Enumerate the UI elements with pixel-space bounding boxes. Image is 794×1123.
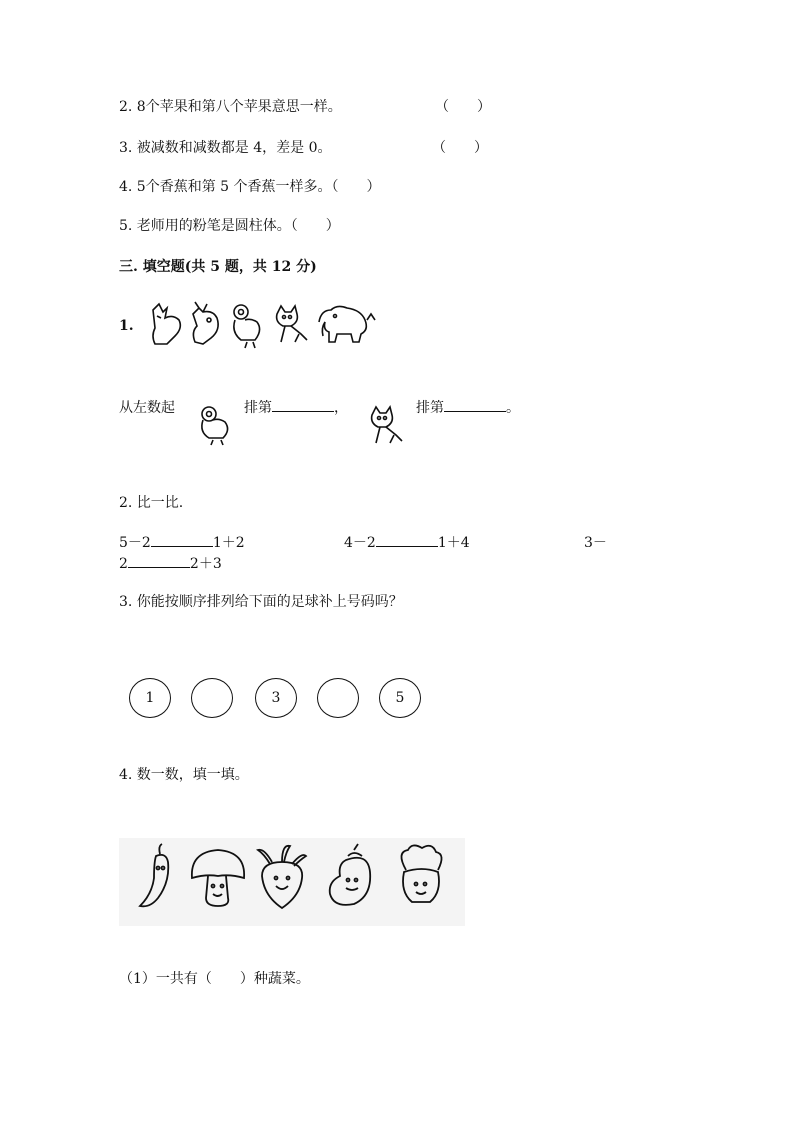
compare-left: 3－: [584, 535, 607, 551]
rabbit-icon: [193, 302, 218, 344]
radish-icon: [258, 846, 306, 908]
judgment-text: 2. 8个苹果和第八个苹果意思一样。: [119, 99, 342, 115]
answer-paren[interactable]: （ ）: [435, 99, 491, 115]
cat-icon: [366, 403, 410, 447]
soccer-ball-blank[interactable]: [317, 678, 359, 718]
q1-rank1-label: 排第: [244, 400, 272, 416]
compare-item: [119, 553, 222, 573]
mushroom-icon: [192, 850, 244, 906]
compare-item: [119, 532, 245, 552]
pepper-icon: [140, 844, 168, 906]
answer-blank[interactable]: [151, 532, 213, 547]
soccer-ball: 1: [129, 678, 171, 718]
judgment-item-5: [119, 215, 340, 235]
soccer-ball: 3: [255, 678, 297, 718]
compare-left: 5－2: [119, 535, 151, 551]
compare-right: 1＋4: [437, 535, 470, 551]
duck-icon: [195, 402, 239, 446]
eggplant-icon: [330, 844, 370, 905]
judgment-item-3: [119, 137, 332, 157]
answer-blank[interactable]: [376, 532, 438, 547]
cat-icon: [277, 306, 307, 342]
elephant-icon: [319, 306, 375, 342]
question-number: 1.: [119, 318, 134, 334]
q1-prefix: 从左数起: [119, 400, 175, 416]
compare-item: [344, 532, 470, 552]
judgment-item-4: [119, 176, 381, 196]
judgment-item-2: [119, 96, 342, 116]
compare-left: 2: [119, 556, 128, 572]
compare-left: 4－2: [344, 535, 376, 551]
compare-right: 1＋2: [212, 535, 245, 551]
judgment-text: 5. 老师用的粉笔是圆柱体。（ ）: [119, 218, 340, 234]
squirrel-icon: [153, 304, 180, 344]
soccer-ball: 5: [379, 678, 421, 718]
answer-blank[interactable]: [128, 553, 190, 568]
vegetable-row-image: [130, 842, 460, 922]
q3-title: 3. 你能按顺序排列给下面的足球补上号码吗？: [119, 594, 403, 610]
duck-icon: [234, 305, 260, 348]
section-title: 三. 填空题(共 5 题，共 12 分): [119, 259, 317, 275]
q2-title: 2. 比一比.: [119, 495, 184, 511]
answer-blank[interactable]: [444, 397, 506, 412]
judgment-text: 4. 5个香蕉和第 5 个香蕉一样多。（ ）: [119, 179, 381, 195]
q1-separator: ，: [334, 400, 348, 416]
animal-row-image: [145, 300, 395, 352]
soccer-ball-blank[interactable]: [191, 678, 233, 718]
judgment-text: 3. 被减数和减数都是 4，差是 0。: [119, 140, 332, 156]
cabbage-icon: [401, 845, 441, 902]
compare-right: 2＋3: [189, 556, 222, 572]
q1-fill-line: [119, 397, 175, 417]
answer-blank[interactable]: [272, 397, 334, 412]
q1-rank2-label: 排第: [416, 400, 444, 416]
q1-rank2-group: [416, 397, 520, 417]
q1-end: 。: [506, 400, 520, 416]
answer-paren[interactable]: （ ）: [432, 140, 488, 156]
q4-title: 4. 数一数，填一填。: [119, 767, 249, 783]
q4-sub1: （1）一共有（ ）种蔬菜。: [119, 971, 310, 987]
q1-rank1-group: [244, 397, 348, 417]
